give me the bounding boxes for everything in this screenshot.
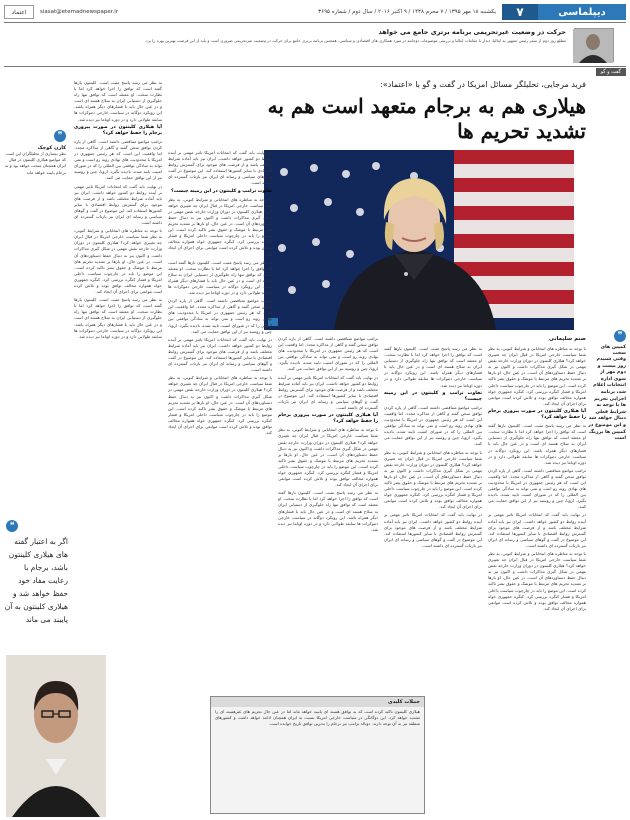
column-1-text-2: به نظر می رسد پاسخ مثبت است. کلینتون بارها گفته است که توافق را اجرا خواهد کرد اما با نظارت سخت. او معتقد است که توافق تنها راه جلوگیری از دستیابی ایران به سلاح هسته ای است و در عین حال باید با فشارهای دیگر همراه باشد. این رویکرد دوگانه در سیاست خارجی دموکرات ها سابقه طولانی دارد و در دوره اوباما نیز دیده شد. (488, 423, 586, 465)
quote-badge-icon: ❞ (614, 330, 626, 342)
editorial-text: مطلع روز دوم از سفر رئیس جمهور به ایتالیا، دیدار با مقامات ایتالیا و بررسی موضوعات دوجانبه در مورد همکاری های اقتصادی و سیاسی. همچنین برنامه برتری جامع برای حرکت در وضعیت غیرتحریمی ضروری است و باید از این فرصت بهترین بهره را برد. (144, 38, 566, 43)
sidebar-author: کارن کوچک (37, 145, 66, 151)
section-name: دیپلماسی (538, 4, 626, 20)
column-2-text-2: ترامپ مواضع متناقضی داشته است. گاهی از پاره کردن توافق سخن گفته و گاهی از مذاکره مجدد. اما واقعیت این است که هر رئیس جمهوری در امریکا با محدودیت های نهادی روبه رو است و نمی تواند به سادگی توافقی بین المللی را که در شورای امنیت تایید شده، نادیده بگیرد. اروپا، چین و روسیه نیز از این توافق حمایت می کنند. (384, 404, 482, 447)
right-rail-text: وقتی شنیدم روز بیست و دوم مهر از سوی اداره انتخابات اعلام شد، برنامه اجرایی تحریم ها با توجه به شرایط فعلی دنبال خواهد شد و این موضوع در کمپین ها پررنگ است (588, 357, 626, 442)
column-4-text: در نهایت باید گفت که انتخابات امریکا تاثیر مهمی بر آینده روابط دو کشور خواهد داشت. ایران نیز باید آماده شرایط مختلف باشد و از فرصت های موجود برای گسترش روابط اقتصادی با سایر کشورها استفاده کند. این موضوع در گفت و گوهای سیاسی و رسانه ای ایران نیز بازتاب گسترده ای داشته است. (168, 150, 272, 186)
column-4-text-5: در نهایت باید گفت که انتخابات امریکا تاثیر مهمی بر آینده روابط دو کشور خواهد داشت. ایران نیز باید آماده شرایط مختلف باشد و از فرصت های موجود برای گسترش روابط اقتصادی با سایر کشورها استفاده کند. این موضوع در گفت و گوهای سیاسی و رسانه ای ایران نیز بازتاب گسترده ای داشته است. (168, 336, 272, 373)
column-3-subhead: آیا هیلاری کلینتون در صورت پیروزی برجام را حفظ خواهد کرد؟ (278, 413, 378, 425)
column-5-text-2: ترامپ مواضع متناقضی داشته است. گاهی از پاره کردن توافق سخن گفته و گاهی از مذاکره مجدد. اما واقعیت این است که هر رئیس جمهوری در امریکا با محدودیت های نهادی روبه رو است و نمی تواند به سادگی توافقی بین المللی را که در شورای امنیت تایید شده، نادیده بگیرد. اروپا، چین و روسیه نیز از این توافق حمایت می کنند. (74, 138, 162, 181)
analyst-portrait (6, 655, 106, 817)
column-5-text-3: در نهایت باید گفت که انتخابات امریکا تاثیر مهمی بر آینده روابط دو کشور خواهد داشت. ایران نیز باید آماده شرایط مختلف باشد و از فرصت های موجود برای گسترش روابط اقتصادی با سایر کشورها استفاده کند. این موضوع در گفت و گوهای سیاسی و رسانه ای ایران نیز بازتاب گسترده ای داشته است. (74, 183, 162, 226)
column-1-text-5: با توجه به مناظره های انتخاباتی و شرایط کنونی، به نظر شما سیاست خارجی امریکا در قبال ایران چه تغییری خواهد کرد؟ هیلاری کلینتون در دوران وزارت خارجه نقش مهمی در شکل گیری مذاکرات داشت و اکنون نیز به دنبال حفظ دستاوردهای آن است. در عین حال، او بارها بر تشدید تحریم های مرتبط با موشک و حقوق بشر تاکید کرده است. این موضع را باید در چارچوب سیاست داخلی امریکا و فشار کنگره بررسی کرد. کنگره جمهوری خواه همواره مخالف توافق بوده و تلاش کرده است موانعی برای اجرای آن ایجاد کند. (488, 551, 586, 611)
header-meta (34, 9, 502, 15)
hero-photo (264, 150, 574, 330)
column-5-subhead: آیا هیلاری کلینتون در صورت پیروزی برجام را حفظ خواهد کرد؟ (74, 124, 162, 136)
sidebar-text: نظر بسیاری از تحلیلگران این است که مواضع هیلاری کلینتون در قبال ایران همچنان سخت خواهد بود و به برجام پایبند خواهد ماند (4, 151, 66, 175)
column-3 (278, 336, 378, 692)
newspaper-logo: اعتماد (4, 5, 34, 19)
header-divider (4, 22, 626, 23)
key-quotes-text: هیلاری کلینتون تاکید کرده است که به توافق هسته ای پایبند خواهد ماند اما در عین حال تحریم های غیرهسته ای را تشدید خواهد کرد. این دوگانگی در سیاست خارجی امریکا نسبت به ایران همچنان ادامه خواهد داشت و کشورهای منطقه نیز به آن توجه دارند. دونالد ترامپ نیز برجام را بدترین توافق تاریخ خوانده است. (215, 709, 420, 727)
column-1-text-3: ترامپ مواضع متناقضی داشته است. گاهی از پاره کردن توافق سخن گفته و گاهی از مذاکره مجدد. اما واقعیت این است که هر رئیس جمهوری در امریکا با محدودیت های نهادی روبه رو است و نمی تواند به سادگی توافقی بین المللی را که در شورای امنیت تایید شده، نادیده بگیرد. اروپا، چین و روسیه نیز از این توافق حمایت می کنند. (488, 467, 586, 510)
top-editorial-strip (4, 26, 626, 64)
column-3-text-3: با توجه به مناظره های انتخاباتی و شرایط کنونی، به نظر شما سیاست خارجی امریکا در قبال ایران چه تغییری خواهد کرد؟ هیلاری کلینتون در دوران وزارت خارجه نقش مهمی در شکل گیری مذاکرات داشت و اکنون نیز به دنبال حفظ دستاوردهای آن است. در عین حال، او بارها بر تشدید تحریم های مرتبط با موشک و حقوق بشر تاکید کرده است. این موضع را باید در چارچوب سیاست داخلی امریکا و فشار کنگره بررسی کرد. کنگره جمهوری خواه همواره مخالف توافق بوده و تلاش کرده است موانعی برای اجرای آن ایجاد کند. (278, 427, 378, 488)
column-1-text-4: در نهایت باید گفت که انتخابات امریکا تاثیر مهمی بر آینده روابط دو کشور خواهد داشت. ایران نیز باید آماده شرایط مختلف باشد و از فرصت های موجود برای گسترش روابط اقتصادی با سایر کشورها استفاده کند. این موضوع در گفت و گوهای سیاسی و رسانه ای ایران نیز بازتاب گسترده ای داشته است. (488, 512, 586, 548)
column-4-subhead: تفاوت ترامپ و کلینتون در این زمینه چیست؟ (171, 188, 272, 194)
column-2-text-4: در نهایت باید گفت که انتخابات امریکا تاثیر مهمی بر آینده روابط دو کشور خواهد داشت. ایران نیز باید آماده شرایط مختلف باشد و از فرصت های موجود برای گسترش روابط اقتصادی با سایر کشورها استفاده کند. این موضوع در گفت و گوهای سیاسی و رسانه ای ایران نیز بازتاب گسترده ای داشته است. (384, 512, 482, 548)
column-5-text-4: با توجه به مناظره های انتخاباتی و شرایط کنونی، به نظر شما سیاست خارجی امریکا در قبال ایران چه تغییری خواهد کرد؟ هیلاری کلینتون در دوران وزارت خارجه نقش مهمی در شکل گیری مذاکرات داشت و اکنون نیز به دنبال حفظ دستاوردهای آن است. در عین حال، او بارها بر تشدید تحریم های مرتبط با موشک و حقوق بشر تاکید کرده است. این موضع را باید در چارچوب سیاست داخلی امریکا و فشار کنگره بررسی کرد. کنگره جمهوری خواه همواره مخالف توافق بوده و تلاش کرده است موانعی برای اجرای آن ایجاد کند. (74, 228, 162, 295)
column-2 (384, 346, 482, 692)
pull-quote-icon: ❝ (6, 520, 18, 532)
column-3-text: ترامپ مواضع متناقضی داشته است. گاهی از پاره کردن توافق سخن گفته و گاهی از مذاکره مجدد. اما واقعیت این است که هر رئیس جمهوری در امریکا با محدودیت های نهادی روبه رو است و نمی تواند به سادگی توافقی بین المللی را که در شورای امنیت تایید شده، نادیده بگیرد. اروپا، چین و روسیه نیز از این توافق حمایت می کنند. (278, 336, 378, 372)
column-4-text-2: با توجه به مناظره های انتخاباتی و شرایط کنونی، به نظر شما سیاست خارجی امریکا در قبال ایران چه تغییری خواهد کرد؟ هیلاری کلینتون در دوران وزارت خارجه نقش مهمی در شکل گیری مذاکرات داشت و اکنون نیز به دنبال حفظ دستاوردهای آن است. در عین حال، او بارها بر تشدید تحریم های مرتبط با موشک و حقوق بشر تاکید کرده است. این موضع را باید در چارچوب سیاست داخلی امریکا و فشار کنگره بررسی کرد. کنگره جمهوری خواه همواره مخالف توافق بوده و تلاش کرده است موانعی برای اجرای آن ایجاد کند. (168, 196, 272, 257)
editorial-author-photo (574, 28, 614, 62)
right-rail-title: کمپین های سخت (600, 345, 626, 356)
column-4-text-6: با توجه به مناظره های انتخاباتی و شرایط کنونی، به نظر شما سیاست خارجی امریکا در قبال ایران چه تغییری خواهد کرد؟ هیلاری کلینتون در دوران وزارت خارجه نقش مهمی در شکل گیری مذاکرات داشت و اکنون نیز به دنبال حفظ دستاوردهای آن است. در عین حال، او بارها بر تشدید تحریم های مرتبط با موشک و حقوق بشر تاکید کرده است. این موضع را باید در چارچوب سیاست داخلی امریکا و فشار کنگره بررسی کرد. کنگره جمهوری خواه همواره مخالف توافق بوده و تلاش کرده است موانعی برای اجرای آن ایجاد کند. (168, 375, 272, 436)
column-4-text-4: ترامپ مواضع متناقضی داشته است. گاهی از پاره کردن توافق سخن گفته و گاهی از مذاکره مجدد. اما واقعیت این است که هر رئیس جمهوری در امریکا با محدودیت های نهادی روبه رو است و نمی تواند به سادگی توافقی بین المللی را که در شورای امنیت تایید شده، نادیده بگیرد. اروپا، چین و روسیه نیز از این توافق حمایت می کنند. (168, 298, 272, 334)
column-5-text: به نظر می رسد پاسخ مثبت است. کلینتون بارها گفته است که توافق را اجرا خواهد کرد اما با نظارت سخت. او معتقد است که توافق تنها راه جلوگیری از دستیابی ایران به سلاح هسته ای است و در عین حال باید با فشارهای دیگر همراه باشد. این رویکرد دوگانه در سیاست خارجی دموکرات ها سابقه طولانی دارد و در دوره اوباما نیز دیده شد. (74, 80, 162, 122)
right-rail (588, 330, 626, 443)
column-2-subhead: تفاوت ترامپ و کلینتون در این زمینه چیست؟ (384, 390, 482, 402)
site-email: siasat@etemadnewspaper.ir (40, 9, 119, 15)
article-kicker: فرید مرجایی، تحلیلگر مسائل امریکا در گفت و گو با «اعتماد»: (380, 80, 586, 89)
column-2-text-3: با توجه به مناظره های انتخاباتی و شرایط کنونی، به نظر شما سیاست خارجی امریکا در قبال ایران چه تغییری خواهد کرد؟ هیلاری کلینتون در دوران وزارت خارجه نقش مهمی در شکل گیری مذاکرات داشت و اکنون نیز به دنبال حفظ دستاوردهای آن است. در عین حال، او بارها بر تشدید تحریم های مرتبط با موشک و حقوق بشر تاکید کرده است. این موضع را باید در چارچوب سیاست داخلی امریکا و فشار کنگره بررسی کرد. کنگره جمهوری خواه همواره مخالف توافق بوده و تلاش کرده است موانعی برای اجرای آن ایجاد کند. (384, 449, 482, 510)
column-5-text-5: به نظر می رسد پاسخ مثبت است. کلینتون بارها گفته است که توافق را اجرا خواهد کرد اما با نظارت سخت. او معتقد است که توافق تنها راه جلوگیری از دستیابی ایران به سلاح هسته ای است و در عین حال باید با فشارهای دیگر همراه باشد. این رویکرد دوگانه در سیاست خارجی دموکرات ها سابقه طولانی دارد و در دوره اوباما نیز دیده شد. (74, 297, 162, 339)
column-5 (74, 80, 162, 650)
rubric-label: گفت و گو (596, 68, 626, 76)
author-badge-icon: ❞ (54, 130, 66, 142)
page-header (4, 4, 626, 20)
editorial-title: حرکت در وضعیت غیرتحریمی برنامه برتری جامع می خواهد (378, 28, 566, 36)
column-1-subhead: آیا هیلاری کلینتون در صورت پیروزی برجام را حفظ خواهد کرد؟ (488, 408, 586, 421)
key-quotes-title: جملات کلیدی (211, 697, 424, 707)
key-quotes-box (210, 696, 425, 814)
pull-quote: اگر به اعتبار گفته های هیلاری کلینتون باشد، برجام با رعایت مفاد خود حفظ خواهد شد و هیلاری کلینتون به آن پایبند می ماند (4, 537, 68, 624)
strip-divider (4, 66, 626, 67)
article-headline: هیلاری هم به برجام متعهد است هم به تشدید تحریم ها (267, 94, 586, 143)
column-1-text: با توجه به مناظره های انتخاباتی و شرایط کنونی، به نظر شما سیاست خارجی امریکا در قبال ایران چه تغییری خواهد کرد؟ هیلاری کلینتون در دوران وزارت خارجه نقش مهمی در شکل گیری مذاکرات داشت و اکنون نیز به دنبال حفظ دستاوردهای آن است. در عین حال، او بارها بر تشدید تحریم های مرتبط با موشک و حقوق بشر تاکید کرده است. این موضع را باید در چارچوب سیاست داخلی امریکا و فشار کنگره بررسی کرد. کنگره جمهوری خواه همواره مخالف توافق بوده و تلاش کرده است موانعی برای اجرای آن ایجاد کند. (488, 346, 586, 406)
issue-date-line: یکشنبه ۱۸ مهر ۱۳۹۵ / ۷ محرم ۱۴۳۸ / ۹ اکتبر ۲۰۱۶ / سال دوم / شماره ۳۶۹۵ (318, 9, 496, 15)
column-3-text-2: در نهایت باید گفت که انتخابات امریکا تاثیر مهمی بر آینده روابط دو کشور خواهد داشت. ایران نیز باید آماده شرایط مختلف باشد و از فرصت های موجود برای گسترش روابط اقتصادی با سایر کشورها استفاده کند. این موضوع در گفت و گوهای سیاسی و رسانه ای ایران نیز بازتاب گسترده ای داشته است. (278, 374, 378, 411)
interviewer-name: صنم سلیمانی (548, 336, 586, 342)
column-3-text-4: به نظر می رسد پاسخ مثبت است. کلینتون بارها گفته است که توافق را اجرا خواهد کرد اما با نظارت سخت. او معتقد است که توافق تنها راه جلوگیری از دستیابی ایران به سلاح هسته ای است و در عین حال باید با فشارهای دیگر همراه باشد. این رویکرد دوگانه در سیاست خارجی دموکرات ها سابقه طولانی دارد و در دوره اوباما نیز دیده شد. (278, 490, 378, 532)
column-1 (488, 346, 586, 816)
column-4-text-3: به نظر می رسد پاسخ مثبت است. کلینتون بارها گفته است که توافق را اجرا خواهد کرد اما با نظارت سخت. او معتقد است که توافق تنها راه جلوگیری از دستیابی ایران به سلاح هسته ای است و در عین حال باید با فشارهای دیگر همراه باشد. این رویکرد دوگانه در سیاست خارجی دموکرات ها سابقه طولانی دارد و در دوره اوباما نیز دیده شد. (168, 259, 272, 296)
column-2-text: به نظر می رسد پاسخ مثبت است. کلینتون بارها گفته است که توافق را اجرا خواهد کرد اما با نظارت سخت. او معتقد است که توافق تنها راه جلوگیری از دستیابی ایران به سلاح هسته ای است و در عین حال باید با فشارهای دیگر همراه باشد. این رویکرد دوگانه در سیاست خارجی دموکرات ها سابقه طولانی دارد و در دوره اوباما نیز دیده شد. (384, 346, 482, 388)
page-number: ۷ (502, 4, 538, 20)
